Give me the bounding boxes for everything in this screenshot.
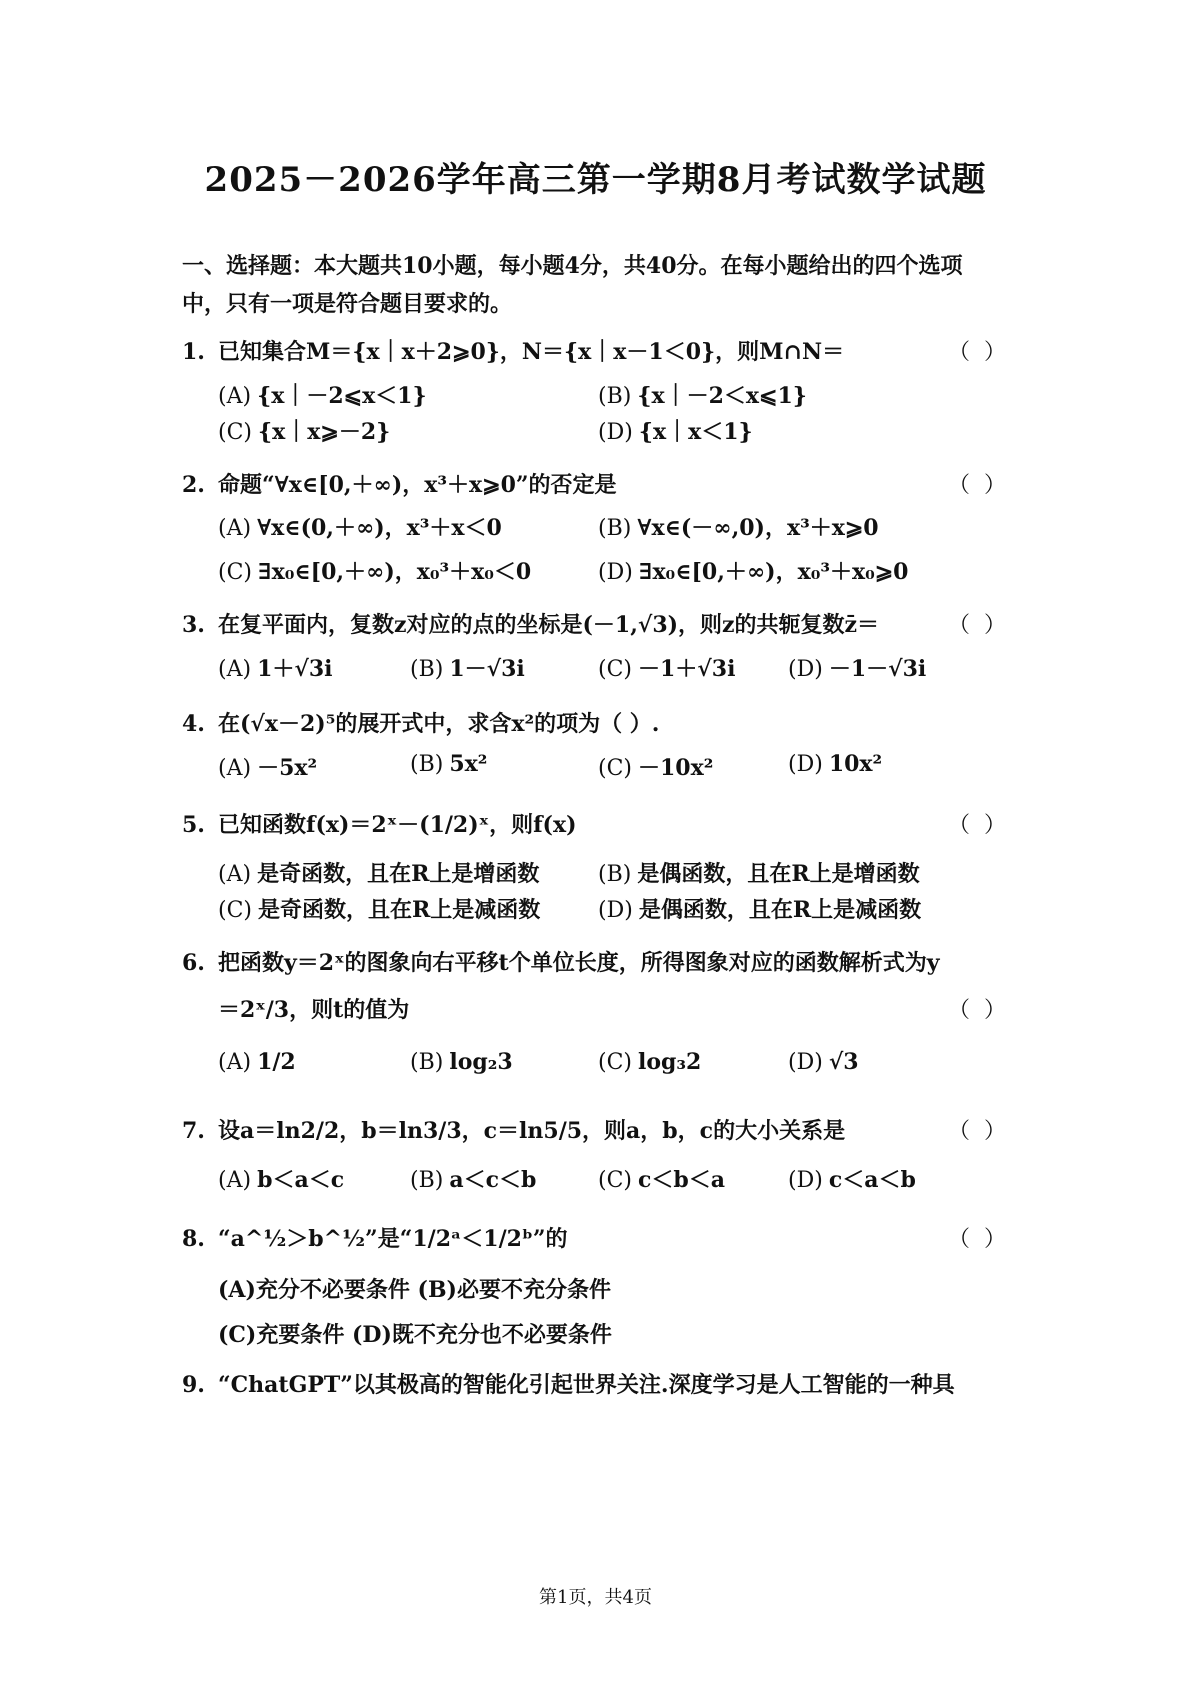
option-text: ∃x₀∈[0,＋∞)，x₀³＋x₀＜0 <box>258 559 532 585</box>
question-number: 6. <box>182 950 205 976</box>
question-number: 5. <box>182 812 205 838</box>
page-footer: 第1页，共4页 <box>539 1587 652 1608</box>
option-text: a＜c＜b <box>449 1167 537 1193</box>
option-label: (D) <box>788 1168 823 1193</box>
option-label: (B) <box>410 657 444 682</box>
option-b <box>410 652 525 683</box>
option-label: (C) <box>598 1168 632 1193</box>
option-text: －1＋√3i <box>638 656 736 682</box>
option-text: c＜b＜a <box>638 1167 726 1193</box>
option-text: log₂3 <box>449 1049 513 1075</box>
option-text: log₃2 <box>638 1049 702 1075</box>
question-3-stem <box>182 608 879 639</box>
option-d <box>788 652 926 683</box>
option-line-cd <box>218 1318 612 1349</box>
option-a <box>218 1049 296 1075</box>
option-label: (C) <box>598 1050 632 1075</box>
option-b <box>598 857 920 888</box>
question-text: 命题“∀x∈[0,＋∞)，x³＋x⩾0”的否定是 <box>218 472 617 498</box>
option-label: (A) <box>218 1168 252 1193</box>
answer-paren: （ ） <box>948 473 1006 498</box>
option-text: 是奇函数，且在R上是减函数 <box>258 897 541 923</box>
option-d <box>788 1049 859 1075</box>
option-label: (C) <box>218 420 252 445</box>
option-label: (B) <box>598 384 632 409</box>
answer-paren: （ ） <box>948 998 1006 1023</box>
option-text: －10x² <box>638 755 714 781</box>
option-line-ab <box>218 1273 611 1304</box>
answer-paren: （ ） <box>948 813 1006 838</box>
option-text: 10x² <box>828 751 883 777</box>
option-c <box>598 751 713 782</box>
answer-paren: （ ） <box>948 613 1006 638</box>
question-5-stem <box>182 808 576 839</box>
option-text: ∃x₀∈[0,＋∞)，x₀³＋x₀⩾0 <box>638 559 909 585</box>
option-label: (A) <box>218 1050 252 1075</box>
option-text: 5x² <box>449 751 488 777</box>
option-label: (D) <box>788 657 823 682</box>
option-c <box>218 893 540 924</box>
question-number: 7. <box>182 1118 205 1144</box>
option-a <box>218 857 539 888</box>
option-text: 是奇函数，且在R上是增函数 <box>257 861 540 887</box>
option-label: (B) <box>410 752 444 777</box>
option-text: 1－√3i <box>449 656 525 682</box>
option-a <box>218 511 502 542</box>
question-number: 1. <box>182 339 205 365</box>
option-label: (B) <box>598 862 632 887</box>
option-text: －1－√3i <box>828 656 927 682</box>
question-text: 把函数y＝2ˣ的图象向右平移t个单位长度，所得图象对应的函数解析式为y <box>218 950 940 976</box>
option-text: {x｜－2＜x⩽1} <box>637 383 807 409</box>
question-number: 3. <box>182 612 205 638</box>
option-d <box>598 893 921 924</box>
option-text: 1/2 <box>257 1049 296 1075</box>
option-a <box>218 379 427 410</box>
option-d <box>598 415 753 446</box>
option-label: (B) <box>410 1050 444 1075</box>
option-text: ∀x∈(－∞,0)，x³＋x⩾0 <box>637 515 879 541</box>
option-label: (C) <box>218 898 252 923</box>
option-label: (D) <box>788 1050 823 1075</box>
answer-paren: （ ） <box>948 1227 1006 1252</box>
option-label: (C) <box>598 756 632 781</box>
question-text: 在复平面内，复数z对应的点的坐标是(－1,√3)，则z的共轭复数z̄＝ <box>218 612 880 638</box>
option-text: 是偶函数，且在R上是增函数 <box>637 861 920 887</box>
question-text: 已知函数f(x)＝2ˣ－(1/2)ˣ，则f(x) <box>218 812 577 838</box>
question-2-stem <box>182 468 617 499</box>
option-b <box>598 511 879 542</box>
option-text: {x｜－2⩽x＜1} <box>257 383 427 409</box>
option-text: {x｜x＜1} <box>638 419 753 445</box>
question-6-stem-line2: ＝2ˣ/3，则t的值为 <box>218 997 410 1023</box>
answer-paren: （ ） <box>948 340 1006 365</box>
question-8-stem <box>182 1222 568 1253</box>
option-d <box>788 1163 916 1194</box>
option-label: (A) <box>218 384 252 409</box>
option-label: (A) <box>218 657 252 682</box>
option-text: 是偶函数，且在R上是减函数 <box>638 897 922 923</box>
option-text: ∀x∈(0,＋∞)，x³＋x＜0 <box>257 515 502 541</box>
option-label: (C) <box>218 560 252 585</box>
option-text: c＜a＜b <box>828 1167 916 1193</box>
option-label: (A) <box>218 756 252 781</box>
option-c <box>598 1049 701 1075</box>
question-4-stem <box>182 707 659 738</box>
option-c <box>218 555 531 586</box>
question-number: 2. <box>182 472 205 498</box>
option-label: (D) <box>598 898 633 923</box>
option-text: {x｜x⩾－2} <box>258 419 391 445</box>
question-text: 在(√x－2)⁵的展开式中，求含x²的项为（ ）. <box>218 711 660 737</box>
option-b <box>410 1049 513 1075</box>
option-a <box>218 652 333 683</box>
question-number: 9. <box>182 1372 205 1398</box>
option-label: (D) <box>598 420 633 445</box>
option-text: (A)充分不必要条件 (B)必要不充分条件 <box>218 1277 611 1303</box>
option-a <box>218 751 317 782</box>
option-text: (C)充要条件 (D)既不充分也不必要条件 <box>218 1322 612 1348</box>
question-number: 4. <box>182 711 205 737</box>
question-9-stem <box>182 1368 955 1399</box>
option-c <box>218 415 390 446</box>
question-text: “a^½＞b^½”是“1/2ᵃ＜1/2ᵇ”的 <box>218 1226 568 1252</box>
option-c <box>598 1163 725 1194</box>
section-intro-line: 一、选择题：本大题共10小题，每小题4分，共40分。在每小题给出的四个选项 <box>182 253 963 279</box>
option-d <box>788 751 882 777</box>
option-label: (A) <box>218 516 252 541</box>
option-d <box>598 555 908 586</box>
section-intro <box>182 247 1022 323</box>
option-b <box>598 379 807 410</box>
option-text: －5x² <box>257 755 318 781</box>
question-number: 8. <box>182 1226 205 1252</box>
option-c <box>598 652 735 683</box>
option-label: (D) <box>788 752 823 777</box>
section-intro-line: 中，只有一项是符合题目要求的。 <box>182 291 513 317</box>
option-b <box>410 1163 536 1194</box>
option-label: (C) <box>598 657 632 682</box>
option-text: 1＋√3i <box>257 656 333 682</box>
question-text: “ChatGPT”以其极高的智能化引起世界关注.深度学习是人工智能的一种具 <box>218 1372 955 1398</box>
option-text: √3 <box>828 1049 859 1075</box>
question-7-stem <box>182 1114 845 1145</box>
question-6-stem <box>182 946 940 977</box>
option-a <box>218 1163 344 1194</box>
option-text: b＜a＜c <box>257 1167 345 1193</box>
option-label: (B) <box>598 516 632 541</box>
question-1-stem <box>182 335 844 366</box>
answer-paren: （ ） <box>948 1119 1006 1144</box>
question-text: 已知集合M＝{x｜x＋2⩾0}，N＝{x｜x－1＜0}，则M∩N＝ <box>218 339 845 365</box>
option-b <box>410 751 487 777</box>
page-title: 2025－2026学年高三第一学期8月考试数学试题 <box>204 160 987 200</box>
option-label: (D) <box>598 560 633 585</box>
option-label: (A) <box>218 862 252 887</box>
question-text: 设a＝ln2/2，b＝ln3/3，c＝ln5/5，则a，b，c的大小关系是 <box>218 1118 846 1144</box>
option-label: (B) <box>410 1168 444 1193</box>
